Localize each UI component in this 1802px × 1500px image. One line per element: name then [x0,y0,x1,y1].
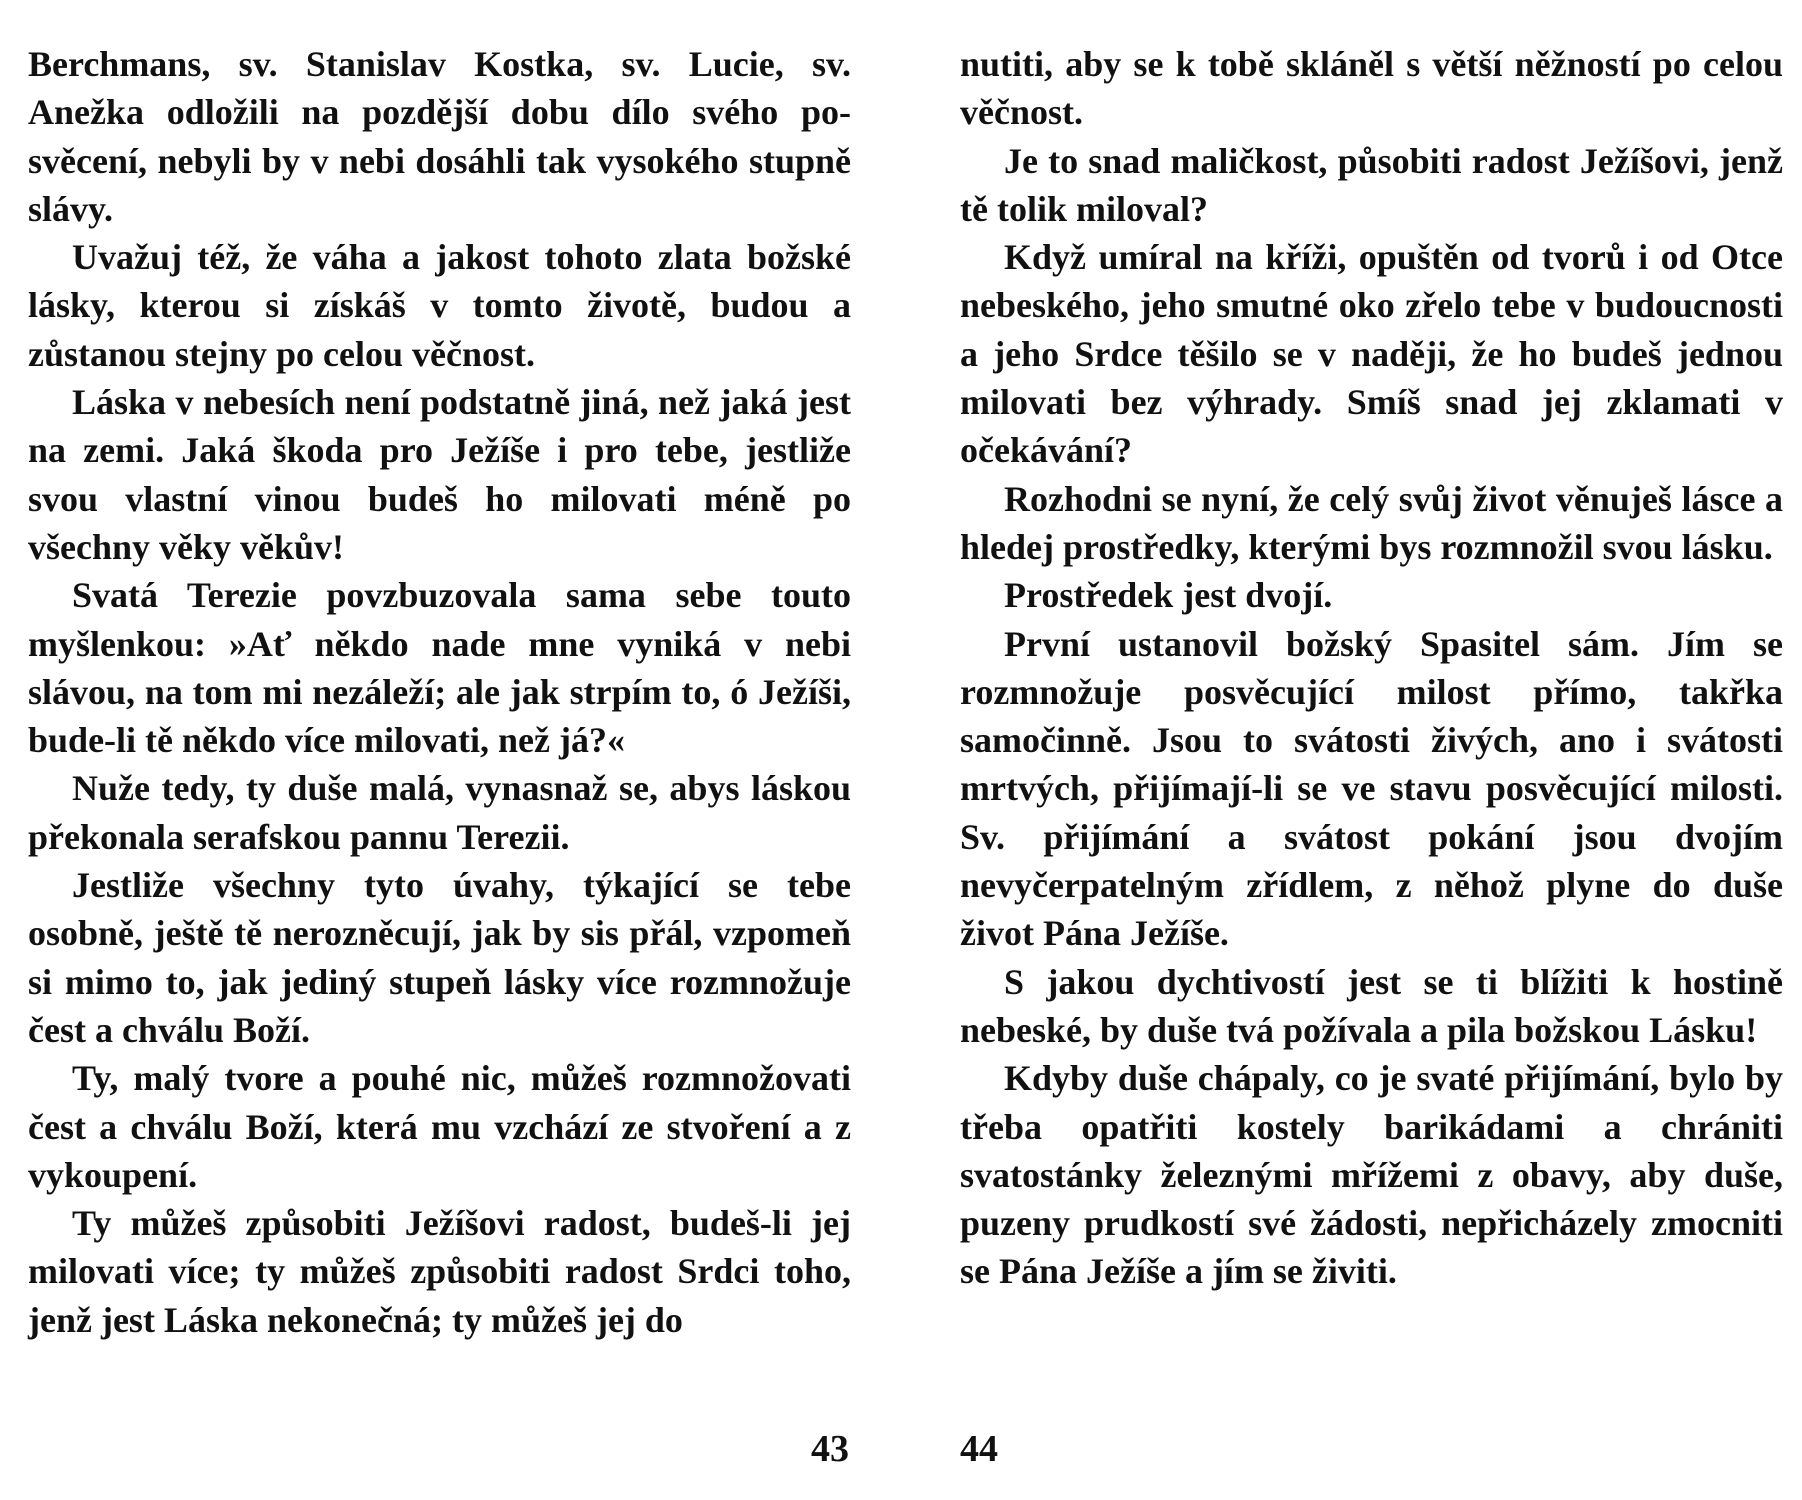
paragraph: Uvažuj též, že váha a jakost tohoto zlata božské lásky, kterou si získáš v tomto životě, budou a zůstanou stejny po celou věčnost. [28,237,851,374]
paragraph: nutiti, aby se k tobě skláněl s větší něžností po celou věčnost. [960,44,1783,133]
paragraph: Prostředek jest dvojí. [1004,575,1333,616]
left-page-text [28,40,851,1344]
left-page [28,40,851,1344]
paragraph: Když umíral na kříži, opuštěn od tvorů i od Otce nebeského, jeho smutné oko zřelo tebe v budoucnosti a jeho Srdce těšilo se v naději, že ho budeš jednou milovati bez výhrady. Smíš snad jej zklamati v očekávání? [960,237,1783,471]
paragraph: Svatá Terezie povzbuzovala sama sebe touto myšlenkou: »Ať někdo nade mne vyniká v nebi slávou, na tom mi nezáleží; ale jak strpím to, ó Ježíši, bude-li tě někdo více milovati, než já?« [28,575,851,761]
paragraph: S jakou dychtivostí jest se ti blížiti k hostině nebeské, by duše tvá požívala a pila božskou Lásku! [960,961,1783,1050]
page-number-left: 43 [811,1428,849,1470]
right-page [960,40,1783,1296]
paragraph: Ty můžeš způsobiti Ježíšovi radost, budeš-li jej milovati více; ty můžeš způsobiti radost Srdci toho, jenž jest Láska nekonečná; ty můžeš jej do [28,1203,851,1340]
right-page-text [960,40,1783,1296]
paragraph: Kdyby duše chápaly, co je svaté přijímání, bylo by třeba opatřiti kostely barikádami a chrániti svatostánky železnými mřížemi z obavy, aby duše, puzeny prudkostí své žádosti, nepřicházely zmocniti se Pána Ježíše a jím se živiti. [960,1058,1783,1292]
paragraph: Nuže tedy, ty duše malá, vynasnaž se, abys láskou překonala serafskou pannu Terezii. [28,768,851,857]
paragraph: Berchmans, sv. Stanislav Kostka, sv. Lucie, sv. Anežka odložili na pozdější dobu dílo svého posvěcení, nebyli by v nebi dosáhli tak vysokého stupně slávy. [28,44,851,229]
page-number-right: 44 [960,1428,998,1470]
paragraph: Je to snad maličkost, působiti radost Ježíšovi, jenž tě tolik miloval? [960,140,1783,229]
paragraph: První ustanovil božský Spasitel sám. Jím se rozmnožuje posvěcující milost přímo, takřka samočinně. Jsou to svátosti živých, ano i svátosti mrtvých, přijímají-li se ve stavu posvěcující milosti. Sv. přijímání a svátost pokání jsou dvojím nevyčerpatelným zřídlem, z něhož plyne do duše život Pána Ježíše. [960,623,1783,954]
paragraph: Láska v nebesích není podstatně jiná, než jaká jest na zemi. Jaká škoda pro Ježíše i pro tebe, jestliže svou vlastní vinou budeš ho milovati méně po všechny věky věkův! [28,382,851,567]
paragraph: Ty, malý tvore a pouhé nic, můžeš rozmnožovati čest a chválu Boží, která mu vzchází ze stvoření a z vykoupení. [28,1058,851,1195]
paragraph: Rozhodni se nyní, že celý svůj život věnuješ lásce a hledej prostředky, kterými bys rozmnožil svou lásku. [960,478,1783,567]
paragraph: Jestliže všechny tyto úvahy, týkající se tebe osobně, ještě tě nerozněcují, jak by sis přál, vzpomeň si mimo to, jak jediný stupeň lásky více rozmnožuje čest a chválu Boží. [28,865,851,1050]
